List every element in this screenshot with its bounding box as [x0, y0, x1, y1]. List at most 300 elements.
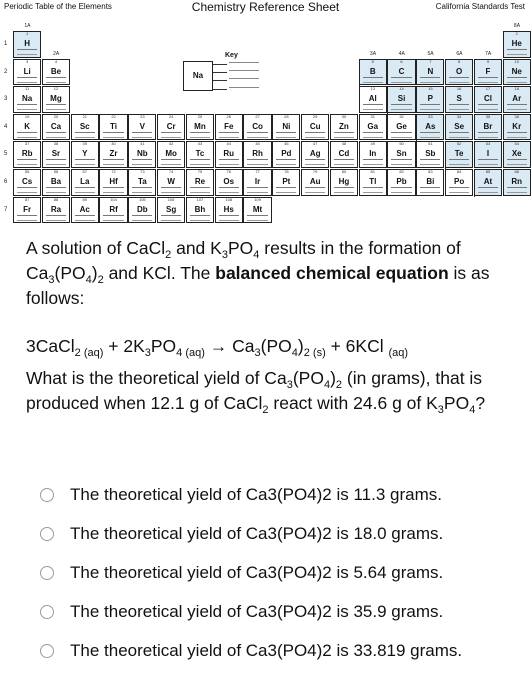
element-cell-au — [301, 169, 329, 196]
element-cell-hs — [215, 197, 243, 224]
element-symbol: Ca — [50, 121, 62, 131]
element-cell-cr — [157, 114, 185, 141]
element-detail-lines — [17, 104, 37, 110]
element-symbol: Re — [194, 177, 206, 186]
element-cell-po — [445, 169, 473, 196]
element-symbol: Sr — [51, 149, 61, 159]
element-cell-pb — [387, 169, 415, 196]
atomic-number: 41 — [140, 141, 145, 147]
element-symbol: Li — [23, 66, 31, 76]
element-cell-la — [71, 169, 99, 196]
atomic-number: 5 — [371, 58, 374, 64]
element-detail-lines — [17, 77, 37, 83]
element-detail-lines — [46, 132, 66, 138]
element-symbol: Al — [368, 94, 377, 104]
element-symbol: Hg — [338, 177, 350, 186]
periodic-table — [0, 0, 531, 232]
element-detail-lines — [190, 159, 210, 165]
period-label: 3 — [4, 96, 8, 103]
answer-option-label[interactable]: The theoretical yield of Ca3(PO4)2 is 33.819 grams. — [70, 641, 463, 660]
element-symbol: S — [456, 94, 462, 104]
metalloid-staircase-line — [474, 169, 504, 197]
atomic-number: 46 — [284, 141, 289, 147]
atomic-number: 28 — [284, 113, 289, 119]
element-cell-ru — [215, 141, 243, 168]
element-detail-lines — [103, 215, 123, 221]
element-cell-ra — [42, 197, 70, 224]
element-cell-mg — [42, 86, 70, 113]
element-symbol: Mg — [50, 94, 62, 104]
element-detail-lines — [507, 77, 527, 83]
atomic-number: 19 — [24, 113, 30, 119]
element-symbol: Rb — [21, 149, 33, 159]
element-cell-cs — [13, 169, 41, 196]
element-symbol: Si — [397, 94, 406, 104]
element-detail-lines — [363, 159, 383, 165]
element-detail-lines — [190, 187, 210, 193]
element-cell-xe — [503, 141, 531, 168]
element-symbol: Os — [223, 177, 235, 186]
period-label: 6 — [4, 179, 8, 185]
element-detail-lines — [507, 104, 527, 110]
element-detail-lines — [103, 132, 123, 138]
element-cell-rh — [243, 141, 271, 168]
element-symbol: V — [139, 121, 145, 131]
element-detail-lines — [391, 187, 411, 193]
element-symbol: Tc — [195, 149, 205, 159]
element-detail-lines — [363, 104, 383, 110]
atomic-number: 37 — [24, 141, 30, 147]
element-symbol: Fr — [23, 204, 32, 214]
atomic-number: 84 — [456, 169, 462, 174]
atomic-number: 44 — [226, 141, 231, 147]
key-leader-line — [213, 64, 227, 65]
period-label: 7 — [4, 206, 8, 213]
element-symbol: Hs — [223, 204, 234, 214]
element-detail-lines — [103, 159, 123, 165]
atomic-number: 105 — [138, 196, 146, 202]
atomic-number: 55 — [24, 169, 30, 174]
element-symbol: C — [398, 66, 405, 76]
element-symbol: Po — [454, 177, 465, 186]
element-cell-p — [416, 86, 444, 113]
element-detail-lines — [17, 132, 37, 138]
element-symbol: Ir — [254, 177, 261, 186]
group-label: 2A — [53, 50, 60, 57]
element-cell-al — [359, 86, 387, 113]
element-symbol: Ta — [137, 177, 147, 186]
element-detail-lines — [305, 159, 325, 165]
atomic-number: 32 — [399, 113, 404, 119]
element-cell-fe — [215, 114, 243, 141]
element-detail-lines — [17, 159, 37, 165]
atomic-number: 2 — [515, 31, 518, 36]
metalloid-staircase-line — [416, 114, 446, 142]
atomic-number: 83 — [428, 169, 433, 174]
answer-option-label[interactable]: The theoretical yield of Ca3(PO4)2 is 35.9 grams. — [70, 602, 444, 621]
atomic-number: 82 — [399, 169, 404, 174]
element-symbol: At — [483, 177, 493, 186]
element-detail-lines — [161, 159, 181, 165]
atomic-number: 77 — [255, 169, 260, 174]
element-detail-lines — [17, 187, 37, 193]
atomic-number: 34 — [456, 113, 462, 119]
atomic-number: 1 — [26, 31, 29, 36]
element-symbol: Rh — [252, 149, 263, 159]
element-cell-sr — [42, 141, 70, 168]
atomic-number: 21 — [82, 113, 87, 119]
element-symbol: Xe — [511, 149, 522, 159]
element-cell-db — [128, 197, 156, 224]
element-symbol: Cs — [22, 177, 33, 186]
atomic-number: 31 — [370, 113, 375, 119]
element-cell-y — [71, 141, 99, 168]
element-cell-w — [157, 169, 185, 196]
element-detail-lines — [161, 187, 181, 193]
element-symbol: Te — [454, 149, 464, 159]
element-symbol: Kr — [512, 121, 522, 131]
answer-option-label[interactable]: The theoretical yield of Ca3(PO4)2 is 11.3 grams. — [70, 485, 442, 504]
atomic-number: 17 — [485, 86, 491, 92]
atomic-number: 7 — [429, 58, 432, 64]
element-cell-c — [387, 59, 415, 86]
element-symbol: Pd — [281, 149, 292, 159]
element-cell-h — [13, 31, 41, 58]
atomic-number: 74 — [168, 169, 174, 174]
key-leader-line — [213, 89, 227, 90]
atomic-number: 43 — [197, 141, 203, 147]
element-symbol: Co — [252, 121, 263, 131]
element-cell-pd — [272, 141, 300, 168]
atomic-number: 78 — [284, 169, 289, 174]
element-symbol: In — [369, 149, 377, 159]
element-symbol: Y — [82, 149, 88, 159]
element-symbol: F — [485, 66, 491, 76]
element-cell-fr — [13, 197, 41, 224]
element-detail-lines — [219, 187, 239, 193]
element-detail-lines — [449, 104, 469, 110]
element-detail-lines — [391, 77, 411, 83]
element-symbol: Sb — [425, 149, 436, 159]
key-sample-cell: Na — [183, 61, 213, 91]
group-label: 7A — [485, 50, 492, 57]
radio-button-icon[interactable] — [40, 488, 54, 502]
element-cell-na — [13, 86, 41, 113]
element-cell-ir — [243, 169, 271, 196]
element-cell-se — [445, 114, 473, 141]
element-symbol: P — [427, 94, 433, 104]
element-cell-i — [474, 141, 502, 168]
element-detail-lines — [478, 77, 498, 83]
atomic-number: 89 — [82, 196, 87, 202]
element-symbol: Cd — [338, 149, 350, 159]
element-detail-lines — [132, 187, 152, 193]
element-symbol: K — [24, 121, 31, 131]
standards-caption: California Standards Test — [435, 2, 525, 11]
element-symbol: Nb — [137, 149, 148, 159]
element-cell-os — [215, 169, 243, 196]
element-symbol: Db — [137, 204, 148, 214]
radio-button-icon[interactable] — [40, 605, 54, 619]
element-cell-in — [359, 141, 387, 168]
atomic-number: 18 — [514, 86, 519, 92]
atomic-number: 3 — [26, 58, 29, 64]
element-cell-k — [13, 114, 41, 141]
element-cell-ga — [359, 114, 387, 141]
element-detail-lines — [334, 132, 354, 138]
element-cell-br — [474, 114, 502, 141]
atomic-number: 24 — [168, 113, 174, 119]
element-symbol: Ra — [50, 204, 62, 214]
atomic-number: 81 — [370, 169, 375, 174]
element-detail-lines — [219, 215, 239, 221]
key-legend-text — [229, 78, 259, 82]
reaction-arrow-icon: → — [204, 336, 233, 356]
element-symbol: Zr — [109, 149, 118, 159]
element-detail-lines — [420, 77, 440, 83]
atomic-number: 51 — [428, 141, 433, 147]
element-symbol: Mo — [165, 149, 177, 159]
element-symbol: Ru — [223, 149, 235, 159]
atomic-number: 107 — [196, 196, 204, 202]
element-symbol: La — [80, 177, 90, 186]
atomic-number: 15 — [428, 86, 433, 92]
atomic-number: 8 — [458, 58, 461, 64]
atomic-number: 22 — [111, 113, 116, 119]
element-cell-f — [474, 59, 502, 86]
element-cell-ba — [42, 169, 70, 196]
element-cell-be — [42, 59, 70, 86]
element-cell-ni — [272, 114, 300, 141]
element-detail-lines — [507, 159, 527, 165]
element-symbol: Na — [22, 94, 33, 104]
question-prompt: What is the theoretical yield of $Ca_3(PO_4)_2$ (in grams), that is produced when 12.1 g of CaCl$_2$ react with 24.6 g of $K_3PO_4$? — [26, 368, 486, 416]
reference-sheet-title: Chemistry Reference Sheet — [191, 0, 340, 14]
atomic-number: 16 — [456, 86, 462, 92]
element-cell-nb — [128, 141, 156, 168]
element-detail-lines — [449, 132, 469, 138]
atomic-number: 35 — [485, 113, 491, 119]
element-detail-lines — [507, 132, 527, 138]
element-detail-lines — [334, 159, 354, 165]
atomic-number: 73 — [140, 169, 145, 174]
element-cell-bi — [416, 169, 444, 196]
atomic-number: 47 — [312, 141, 318, 147]
group-label: 1A — [24, 23, 31, 29]
element-detail-lines — [478, 132, 498, 138]
element-symbol: Pt — [282, 177, 291, 186]
element-cell-ac — [71, 197, 99, 224]
element-symbol: Rn — [511, 177, 523, 186]
atomic-number: 26 — [226, 113, 231, 119]
element-detail-lines — [449, 187, 469, 193]
element-cell-ne — [503, 59, 531, 86]
key-title: Key — [225, 52, 238, 59]
period-label: 1 — [4, 41, 8, 47]
atomic-number: 4 — [54, 58, 58, 64]
atomic-number: 79 — [312, 169, 318, 174]
element-symbol: Au — [309, 177, 321, 186]
element-detail-lines — [17, 215, 37, 221]
element-detail-lines — [161, 215, 181, 221]
element-cell-sn — [387, 141, 415, 168]
element-detail-lines — [478, 159, 498, 165]
element-symbol: Bi — [426, 177, 435, 186]
element-detail-lines — [363, 187, 383, 193]
element-detail-lines — [449, 77, 469, 83]
element-symbol: Bh — [194, 204, 206, 214]
element-cell-sc — [71, 114, 99, 141]
atomic-number: 20 — [53, 113, 59, 119]
element-symbol: Cr — [166, 121, 176, 131]
atomic-number: 23 — [140, 113, 145, 119]
radio-button-icon[interactable] — [40, 644, 54, 658]
element-symbol: Ag — [309, 149, 321, 159]
radio-button-icon[interactable] — [40, 527, 54, 541]
key-legend-text — [229, 87, 259, 91]
element-cell-cd — [330, 141, 358, 168]
element-symbol: Hf — [109, 177, 118, 186]
element-cell-hf — [99, 169, 127, 196]
atomic-number: 33 — [428, 113, 433, 119]
atomic-number: 50 — [399, 141, 404, 147]
element-cell-cu — [301, 114, 329, 141]
element-symbol: Ge — [396, 121, 407, 131]
element-detail-lines — [247, 215, 267, 221]
atomic-number: 14 — [399, 86, 404, 92]
element-detail-lines — [391, 159, 411, 165]
element-cell-zr — [99, 141, 127, 168]
atomic-number: 57 — [82, 169, 87, 174]
metalloid-staircase-line — [445, 141, 475, 169]
element-detail-lines — [46, 77, 66, 83]
element-cell-bh — [186, 197, 214, 224]
atomic-number: 38 — [53, 141, 59, 147]
element-cell-ta — [128, 169, 156, 196]
element-symbol: Mt — [252, 204, 263, 214]
element-cell-ca — [42, 114, 70, 141]
element-detail-lines — [161, 132, 181, 138]
element-symbol: Ba — [50, 177, 62, 186]
atomic-number: 9 — [486, 58, 490, 64]
question-intro: A solution of CaCl$_2$ and $K_3PO_4$ results in the formation of $Ca_3(PO_4)_2$ and KCl. The balanced chemical equation is as follows: — [26, 238, 490, 308]
element-symbol: Sg — [166, 204, 177, 214]
atomic-number: 87 — [24, 196, 30, 202]
element-cell-o — [445, 59, 473, 86]
element-symbol: Se — [454, 121, 465, 131]
atomic-number: 85 — [485, 169, 491, 174]
element-cell-ge — [387, 114, 415, 141]
element-cell-re — [186, 169, 214, 196]
bold-phrase: balanced chemical equation — [215, 263, 449, 283]
element-symbol: W — [167, 177, 175, 186]
element-cell-tl — [359, 169, 387, 196]
element-detail-lines — [420, 104, 440, 110]
element-detail-lines — [507, 49, 527, 55]
element-cell-mt — [243, 197, 271, 224]
element-cell-rf — [99, 197, 127, 224]
balanced-equation: 3CaCl$_{2 (aq)}$ + $2K_3PO_{4 (aq)} \to Ca_3(PO_4)_{2 (s)} + 6KCl$ $_{(aq)}$ — [26, 336, 409, 359]
atomic-number: 106 — [167, 196, 175, 202]
atomic-number: 109 — [254, 196, 261, 202]
answer-option-label[interactable]: The theoretical yield of Ca3(PO4)2 is 18.0 grams. — [70, 524, 444, 543]
element-symbol: Ar — [512, 94, 522, 104]
key-leader-line — [213, 72, 227, 73]
element-symbol: Cl — [483, 94, 492, 104]
atomic-number: 6 — [400, 58, 403, 64]
element-symbol: Ac — [79, 204, 90, 214]
atomic-number: 30 — [341, 113, 347, 119]
element-symbol: I — [486, 149, 490, 159]
element-symbol: Sn — [396, 149, 407, 159]
element-detail-lines — [132, 132, 152, 138]
element-symbol: Mn — [194, 121, 206, 131]
element-detail-lines — [478, 104, 498, 110]
atomic-number: 39 — [82, 141, 87, 147]
element-symbol: Pb — [396, 177, 407, 186]
element-detail-lines — [305, 132, 325, 138]
element-cell-mo — [157, 141, 185, 168]
element-cell-ag — [301, 141, 329, 168]
atomic-number: 75 — [197, 169, 203, 174]
atomic-number: 42 — [168, 141, 174, 147]
atomic-number: 56 — [53, 169, 59, 174]
element-detail-lines — [305, 187, 325, 193]
element-detail-lines — [276, 187, 296, 193]
atomic-number: 10 — [514, 58, 519, 64]
element-detail-lines — [46, 187, 66, 193]
atomic-number: 108 — [225, 196, 233, 202]
group-label: 6A — [456, 50, 463, 57]
atomic-number: 13 — [370, 86, 375, 92]
element-cell-sb — [416, 141, 444, 168]
atomic-number: 80 — [341, 169, 347, 174]
answer-option-label[interactable]: The theoretical yield of Ca3(PO4)2 is 5.64 grams. — [70, 563, 444, 582]
element-cell-ar — [503, 86, 531, 113]
element-detail-lines — [219, 132, 239, 138]
periodic-table-caption: Periodic Table of the Elements — [4, 2, 112, 11]
atomic-number: 25 — [197, 113, 203, 119]
element-symbol: Fe — [224, 121, 234, 131]
element-cell-sg — [157, 197, 185, 224]
element-symbol: Sc — [79, 121, 90, 131]
atomic-number: 40 — [111, 141, 116, 147]
element-symbol: O — [456, 66, 463, 76]
atomic-number: 53 — [485, 141, 491, 147]
element-cell-v — [128, 114, 156, 141]
element-cell-he — [503, 31, 531, 58]
key-legend-text — [229, 62, 259, 66]
element-symbol: Ne — [511, 66, 522, 76]
element-detail-lines — [75, 159, 95, 165]
element-symbol: N — [427, 66, 434, 76]
element-symbol: Ni — [282, 121, 291, 131]
element-detail-lines — [247, 187, 267, 193]
period-label: 2 — [4, 68, 8, 75]
element-cell-ti — [99, 114, 127, 141]
atomic-number: 76 — [226, 169, 231, 174]
element-cell-rn — [503, 169, 531, 196]
group-label: 8A — [513, 23, 521, 29]
element-cell-zn — [330, 114, 358, 141]
element-detail-lines — [46, 215, 66, 221]
element-symbol: Zn — [339, 121, 349, 131]
element-symbol: He — [511, 39, 522, 48]
radio-button-icon[interactable] — [40, 566, 54, 580]
element-detail-lines — [17, 49, 37, 55]
atomic-number: 45 — [255, 141, 260, 147]
atomic-number: 49 — [370, 141, 375, 147]
